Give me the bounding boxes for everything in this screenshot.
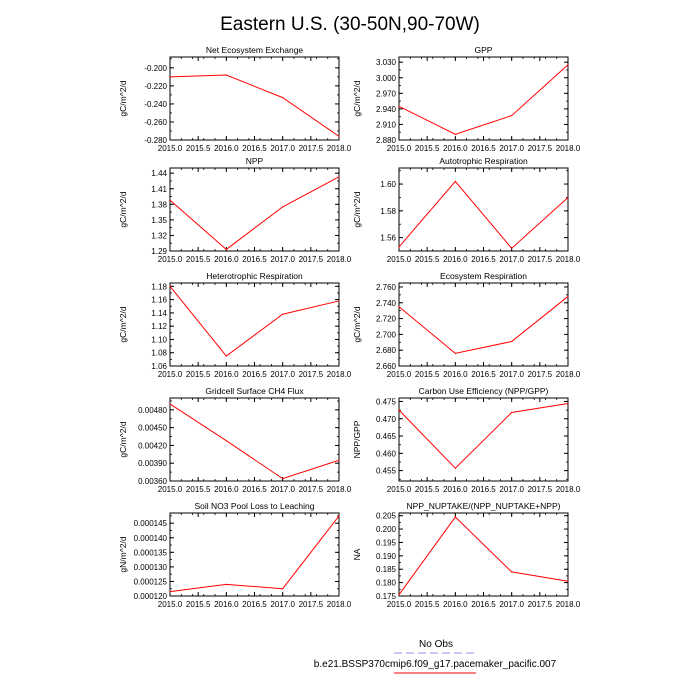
x-tick-label: 2018.0 <box>555 255 581 264</box>
panel-title: NPP_NUPTAKE/(NPP_NUPTAKE+NPP) <box>406 501 561 511</box>
x-tick-label: 2016.5 <box>242 144 267 153</box>
panel-title: Gridcell Surface CH4 Flux <box>205 386 304 396</box>
x-tick-label: 2018.0 <box>326 370 352 379</box>
data-point <box>511 115 512 116</box>
data-point <box>226 584 227 585</box>
y-tick-label: 1.29 <box>151 247 167 256</box>
y-tick-label: 1.56 <box>380 233 396 243</box>
x-tick-label: 2016.0 <box>443 255 468 264</box>
x-tick-label: 2016.5 <box>471 485 496 494</box>
y-tick-label: 3.030 <box>375 58 396 68</box>
plot-frame <box>399 398 568 481</box>
y-tick-label: 3.000 <box>375 73 396 83</box>
x-tick-label: 2016.0 <box>214 600 239 609</box>
x-tick-label: 2015.5 <box>414 144 440 153</box>
y-tick-label: 1.14 <box>151 308 167 318</box>
series-line <box>399 65 568 135</box>
y-tick-label: 0.00480 <box>138 405 167 415</box>
series-line <box>170 404 339 479</box>
y-tick-label: 0.180 <box>375 578 396 588</box>
x-tick-label: 2016.5 <box>471 144 496 153</box>
y-tick-label: 0.200 <box>375 525 396 535</box>
x-tick-label: 2017.5 <box>298 485 324 494</box>
x-tick-label: 2015.0 <box>386 370 412 379</box>
data-point <box>455 181 456 182</box>
y-axis-label: gC/m^2/d <box>352 306 362 343</box>
y-tick-label: 1.60 <box>380 180 396 190</box>
x-tick-label: 2017.0 <box>499 144 524 153</box>
x-tick-label: 2018.0 <box>326 255 352 264</box>
y-tick-label: -0.220 <box>144 81 167 91</box>
panel-8 <box>118 501 352 609</box>
data-point <box>398 106 399 107</box>
data-point <box>455 468 456 469</box>
y-tick-label: 2.740 <box>375 298 396 308</box>
x-tick-label: 2016.0 <box>443 144 468 153</box>
y-tick-label: 0.000120 <box>133 592 167 601</box>
data-point <box>169 591 170 592</box>
data-point <box>338 136 339 137</box>
y-axis-label: gC/m^2/d <box>118 421 128 458</box>
y-axis-label: NPP/GPP <box>352 420 362 459</box>
data-point <box>282 97 283 98</box>
series-line <box>399 517 568 595</box>
x-tick-label: 2018.0 <box>555 485 581 494</box>
x-tick-label: 2017.0 <box>270 144 295 153</box>
legend-label-no-obs: No Obs <box>419 639 453 650</box>
series-line <box>399 404 568 469</box>
y-tick-label: 0.000145 <box>133 519 167 529</box>
plot-frame <box>170 168 339 251</box>
plot-frame <box>399 513 568 596</box>
y-tick-label: 1.18 <box>151 282 167 292</box>
data-point <box>282 206 283 207</box>
y-tick-label: -0.200 <box>144 63 167 73</box>
series-line <box>399 181 568 248</box>
x-tick-label: 2016.0 <box>214 255 239 264</box>
x-tick-label: 2015.5 <box>414 485 440 494</box>
panel-3 <box>352 156 581 264</box>
y-tick-label: 0.000140 <box>133 533 167 543</box>
x-tick-label: 2016.5 <box>471 600 496 609</box>
series-line <box>170 286 339 356</box>
data-point <box>567 64 568 65</box>
x-tick-label: 2017.0 <box>499 600 524 609</box>
y-tick-label: 0.00420 <box>138 441 167 451</box>
panels <box>118 45 581 609</box>
data-point <box>511 571 512 572</box>
x-tick-label: 2017.0 <box>270 600 295 609</box>
y-axis-label: gC/m^2/d <box>118 306 128 343</box>
plot-frame <box>399 57 568 140</box>
x-tick-label: 2016.0 <box>214 485 239 494</box>
plot-frame <box>399 283 568 366</box>
panel-9 <box>352 501 581 609</box>
data-point <box>226 440 227 441</box>
x-tick-label: 2017.5 <box>527 600 553 609</box>
y-tick-label: 1.16 <box>151 295 167 305</box>
data-point <box>455 516 456 517</box>
y-axis-label: gC/m^2/d <box>118 80 128 117</box>
y-tick-label: 0.455 <box>375 466 396 476</box>
x-tick-label: 2016.5 <box>242 600 267 609</box>
y-axis-label: gN/m^2/d <box>118 536 128 573</box>
y-tick-label: 1.08 <box>151 348 167 358</box>
x-tick-label: 2018.0 <box>326 485 352 494</box>
plot-frame <box>170 513 339 596</box>
data-point <box>338 300 339 301</box>
x-tick-label: 2015.0 <box>386 600 412 609</box>
y-tick-label: 0.190 <box>375 551 396 561</box>
y-tick-label: 2.880 <box>375 136 396 145</box>
x-tick-label: 2015.5 <box>185 370 211 379</box>
y-tick-label: 2.680 <box>375 346 396 356</box>
data-point <box>282 478 283 479</box>
y-tick-label: 1.32 <box>151 231 167 241</box>
x-tick-label: 2018.0 <box>555 600 581 609</box>
panel-title: Net Ecosystem Exchange <box>205 45 304 55</box>
x-tick-label: 2017.0 <box>499 370 524 379</box>
data-point <box>169 76 170 77</box>
y-tick-label: 2.760 <box>375 282 396 292</box>
y-axis-label: NA <box>352 548 362 561</box>
x-tick-label: 2015.5 <box>414 370 440 379</box>
y-tick-label: 0.000135 <box>133 548 167 558</box>
plot-frame <box>399 168 568 251</box>
panel-4 <box>118 271 352 379</box>
x-tick-label: 2015.0 <box>386 485 412 494</box>
x-tick-label: 2016.5 <box>242 370 267 379</box>
y-tick-label: 2.940 <box>375 104 396 114</box>
x-tick-label: 2015.5 <box>185 255 211 264</box>
y-tick-label: 1.41 <box>151 184 167 194</box>
y-tick-label: 0.175 <box>375 592 396 601</box>
y-tick-label: 2.720 <box>375 314 396 324</box>
data-point <box>169 200 170 201</box>
y-tick-label: 1.44 <box>151 169 167 179</box>
x-tick-label: 2015.0 <box>157 255 183 264</box>
x-tick-label: 2016.0 <box>443 370 468 379</box>
x-tick-label: 2017.5 <box>527 485 553 494</box>
series-line <box>170 177 339 250</box>
y-tick-label: 0.000125 <box>133 577 167 587</box>
series-line <box>170 75 339 136</box>
y-axis-label: gC/m^2/d <box>352 80 362 117</box>
panel-title: Autotrophic Respiration <box>439 156 528 166</box>
x-tick-label: 2017.0 <box>499 255 524 264</box>
data-point <box>398 306 399 307</box>
y-tick-label: 2.970 <box>375 89 396 99</box>
y-tick-label: 0.00450 <box>138 423 167 433</box>
x-tick-label: 2016.5 <box>471 255 496 264</box>
panel-title: Soil NO3 Pool Loss to Leaching <box>194 501 315 511</box>
y-tick-label: 0.465 <box>375 432 396 442</box>
x-tick-label: 2017.5 <box>527 144 553 153</box>
x-tick-label: 2015.0 <box>386 255 412 264</box>
x-tick-label: 2017.5 <box>527 370 553 379</box>
data-point <box>169 286 170 287</box>
x-tick-label: 2017.0 <box>270 485 295 494</box>
data-point <box>455 134 456 135</box>
data-point <box>169 403 170 404</box>
data-point <box>226 249 227 250</box>
x-tick-label: 2016.0 <box>443 485 468 494</box>
y-tick-label: 0.185 <box>375 565 396 575</box>
data-point <box>567 296 568 297</box>
x-tick-label: 2018.0 <box>555 144 581 153</box>
plot-frame <box>170 283 339 366</box>
data-point <box>398 246 399 247</box>
data-point <box>567 403 568 404</box>
x-tick-label: 2016.0 <box>214 370 239 379</box>
panel-title: Carbon Use Efficiency (NPP/GPP) <box>418 386 549 396</box>
y-tick-label: 0.195 <box>375 538 396 548</box>
y-axis-label: gC/m^2/d <box>118 191 128 228</box>
data-point <box>398 594 399 595</box>
panel-0 <box>118 45 352 153</box>
figure-title: Eastern U.S. (30-50N,90-70W) <box>220 14 480 35</box>
data-point <box>398 410 399 411</box>
x-tick-label: 2015.0 <box>386 144 412 153</box>
x-tick-label: 2015.0 <box>157 485 183 494</box>
data-point <box>567 581 568 582</box>
y-tick-label: -0.240 <box>144 99 167 109</box>
y-tick-label: 0.00390 <box>138 459 167 469</box>
data-point <box>226 74 227 75</box>
panel-7 <box>352 386 581 494</box>
data-point <box>338 176 339 177</box>
data-point <box>282 314 283 315</box>
x-tick-label: 2015.0 <box>157 600 183 609</box>
x-tick-label: 2015.5 <box>185 485 211 494</box>
data-point <box>338 460 339 461</box>
y-tick-label: 1.35 <box>151 215 167 225</box>
y-tick-label: 1.06 <box>151 362 167 371</box>
panel-title: GPP <box>474 45 493 55</box>
x-tick-label: 2017.0 <box>270 255 295 264</box>
y-tick-label: 1.12 <box>151 322 167 332</box>
x-tick-label: 2016.0 <box>443 600 468 609</box>
panel-2 <box>118 156 352 264</box>
y-tick-label: 0.205 <box>375 511 396 521</box>
x-tick-label: 2017.5 <box>298 255 324 264</box>
series-line <box>170 516 339 592</box>
y-tick-label: -0.260 <box>144 117 167 127</box>
y-tick-label: 2.700 <box>375 330 396 340</box>
x-tick-label: 2015.5 <box>185 600 211 609</box>
panel-title: Ecosystem Respiration <box>440 271 527 281</box>
data-point <box>511 341 512 342</box>
data-point <box>511 248 512 249</box>
x-tick-label: 2017.5 <box>298 144 324 153</box>
y-tick-label: 0.470 <box>375 414 396 424</box>
data-point <box>567 197 568 198</box>
panel-5 <box>352 271 581 379</box>
data-point <box>511 412 512 413</box>
x-tick-label: 2016.5 <box>471 370 496 379</box>
x-tick-label: 2016.5 <box>242 485 267 494</box>
legend <box>314 639 557 673</box>
data-point <box>338 515 339 516</box>
plot-frame <box>170 57 339 140</box>
legend-label-model: b.e21.BSSP370cmip6.f09_g17.pacemaker_pacific.007 <box>313 659 557 670</box>
x-tick-label: 2016.0 <box>214 144 239 153</box>
x-tick-label: 2017.0 <box>499 485 524 494</box>
x-tick-label: 2015.0 <box>157 370 183 379</box>
x-tick-label: 2015.5 <box>414 600 440 609</box>
x-tick-label: 2017.5 <box>298 370 324 379</box>
panel-6 <box>118 386 352 494</box>
y-tick-label: 1.58 <box>380 206 396 216</box>
y-tick-label: 2.660 <box>375 362 396 371</box>
x-tick-label: 2017.0 <box>270 370 295 379</box>
x-tick-label: 2015.5 <box>185 144 211 153</box>
panel-title: NPP <box>245 156 264 166</box>
x-tick-label: 2017.5 <box>298 600 324 609</box>
x-tick-label: 2018.0 <box>555 370 581 379</box>
x-tick-label: 2015.0 <box>157 144 183 153</box>
panel-title: Heterotrophic Respiration <box>206 271 303 281</box>
y-tick-label: 0.475 <box>375 397 396 407</box>
y-tick-label: 0.000130 <box>133 562 167 572</box>
x-tick-label: 2016.5 <box>242 255 267 264</box>
x-tick-label: 2018.0 <box>326 600 352 609</box>
x-tick-label: 2018.0 <box>326 144 352 153</box>
y-tick-label: 0.460 <box>375 449 396 459</box>
y-tick-label: 1.38 <box>151 200 167 210</box>
data-point <box>455 353 456 354</box>
y-tick-label: 0.00360 <box>138 477 167 486</box>
y-tick-label: 1.10 <box>151 335 167 345</box>
data-point <box>282 588 283 589</box>
y-axis-label: gC/m^2/d <box>352 191 362 228</box>
y-tick-label: -0.280 <box>144 136 167 145</box>
series-line <box>399 296 568 353</box>
x-tick-label: 2015.5 <box>414 255 440 264</box>
data-point <box>226 355 227 356</box>
x-tick-label: 2017.5 <box>527 255 553 264</box>
panel-1 <box>352 45 581 153</box>
y-tick-label: 2.910 <box>375 120 396 130</box>
